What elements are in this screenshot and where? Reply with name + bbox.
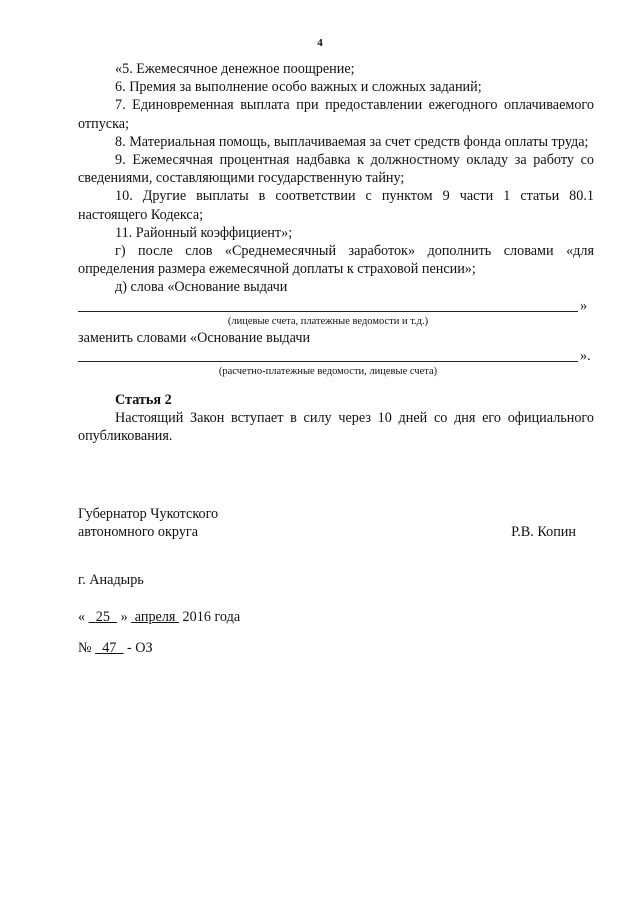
subclause-g: г) после слов «Среднемесячный заработок» дополнить словами «для определения размера ежемесячной доплаты к страховой пенсии»;: [78, 243, 594, 278]
quote-close: »: [580, 297, 588, 314]
date-close-quote: »: [120, 609, 128, 625]
signature-block: [78, 505, 594, 541]
city: г. Анадырь: [78, 572, 144, 588]
signer-title-line1: Губернатор Чукотского: [78, 506, 219, 522]
number-value: 47: [102, 640, 117, 656]
replace-with-text: заменить словами «Основание выдачи: [78, 329, 311, 346]
number-suffix: - ОЗ: [127, 640, 153, 656]
date-open-quote: «: [78, 609, 86, 625]
number-prefix: №: [78, 640, 92, 656]
date-day: 25: [95, 609, 110, 625]
list-item-7: 7. Единовременная выплата при предоставлении ежегодного оплачиваемого отпуска;: [78, 97, 594, 132]
blank-note-2: (расчетно-платежные ведомости, лицевые счета): [218, 365, 438, 377]
list-item-10: 10. Другие выплаты в соответствии с пунктом 9 части 1 статьи 80.1 настоящего Кодекса;: [78, 188, 594, 223]
underline-rule: [78, 361, 578, 362]
list-item-9: 9. Ежемесячная процентная надбавка к должностному окладу за работу со сведениями, составляющими государственную тайну;: [78, 152, 594, 187]
blank-note-1: (лицевые счета, платежные ведомости и т.д.): [227, 315, 429, 327]
underline-rule: [78, 311, 578, 312]
date-year: 2016 года: [182, 609, 241, 625]
page-number: 4: [317, 37, 323, 49]
date-line: [78, 609, 240, 626]
signer-name: Р.В. Копин: [511, 524, 576, 540]
list-item-8: 8. Материальная помощь, выплачиваемая за счет средств фонда оплаты труда;: [115, 133, 589, 150]
article-2-text: Настоящий Закон вступает в силу через 10 дней со дня его официального опубликования.: [78, 410, 594, 445]
signer-title-line2: автономного округа: [78, 524, 199, 541]
law-number: [78, 640, 153, 657]
article-2-title: Статья 2: [115, 391, 172, 408]
list-item-6: 6. Премия за выполнение особо важных и сложных заданий;: [115, 79, 482, 96]
blank-line-1: [78, 297, 594, 315]
quote-close: ».: [580, 347, 591, 364]
blank-line-2: [78, 347, 594, 365]
date-month: апреля: [134, 609, 176, 625]
list-item-5: «5. Ежемесячное денежное поощрение;: [115, 61, 355, 77]
subclause-d: д) слова «Основание выдачи: [115, 279, 288, 296]
document-body: [78, 60, 594, 445]
list-item-11: 11. Районный коэффициент»;: [115, 224, 293, 241]
